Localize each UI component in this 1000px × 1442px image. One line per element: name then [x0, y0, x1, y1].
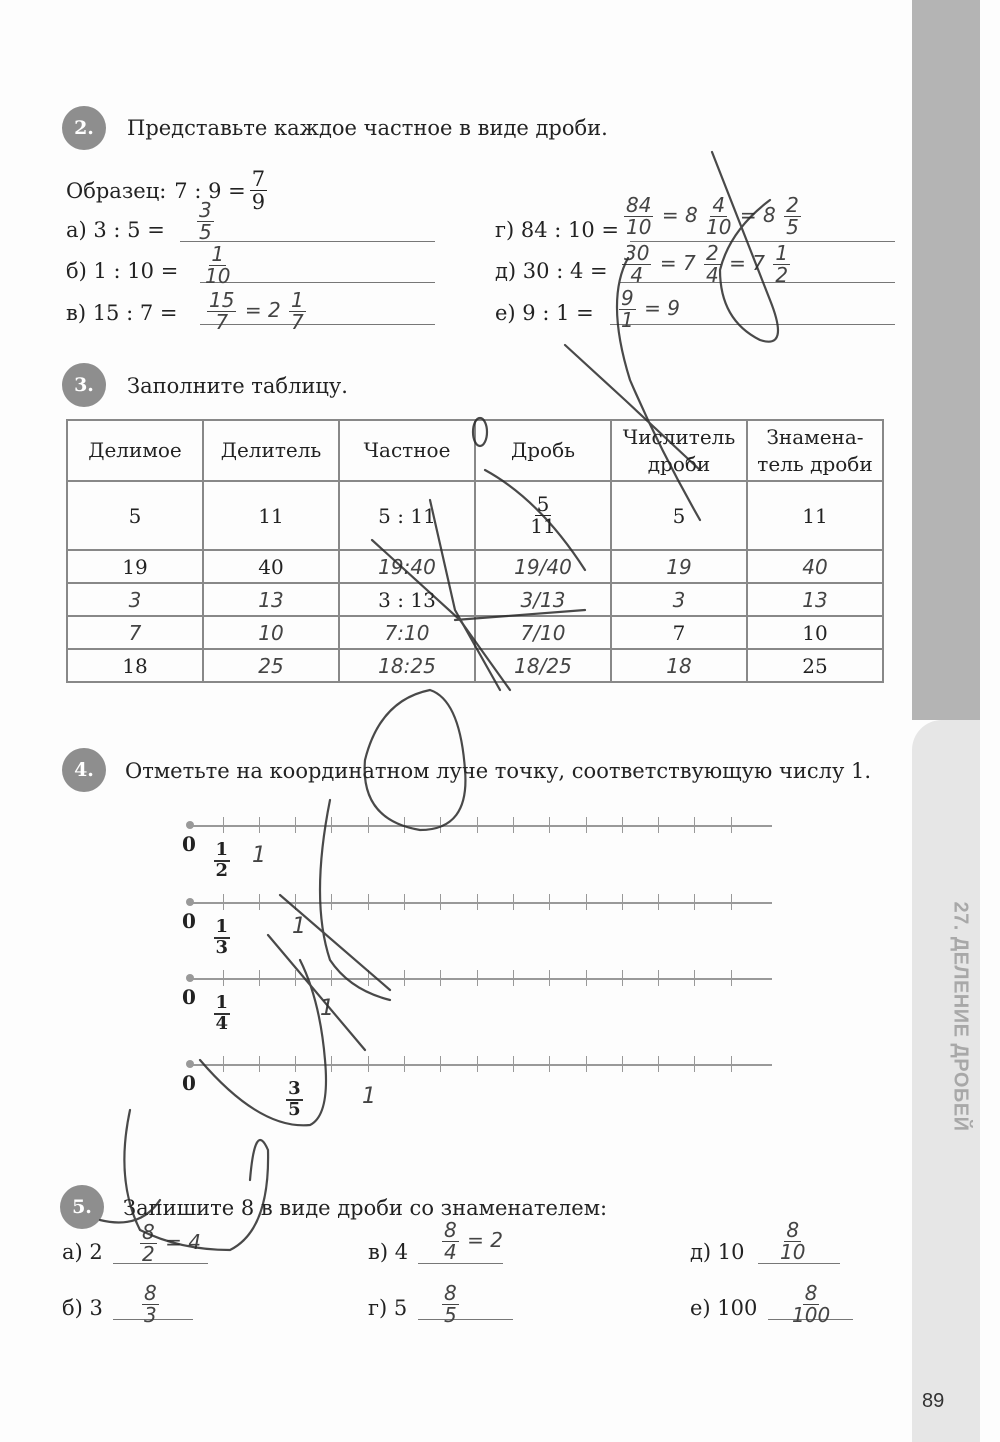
fraction-table: [66, 419, 884, 683]
header-denominator: Знамена-тель дроби: [747, 420, 883, 481]
task2-item-b-label: б) 1 : 10 =: [66, 259, 179, 283]
cell-quotient: 5 : 11: [339, 481, 475, 550]
table-row: [67, 649, 883, 682]
zero-label: 0: [182, 1071, 196, 1095]
task3-title: Заполните таблицу.: [127, 374, 348, 398]
fraction: [530, 494, 555, 537]
header-quotient: Частное: [339, 420, 475, 481]
cell-dividend: 5: [67, 481, 203, 550]
handwritten-fraction: $\frac{3}{5}$: [199, 198, 212, 244]
tick-mark: [622, 894, 623, 910]
sample-label: Образец:: [66, 178, 167, 203]
tick-mark: [513, 894, 514, 910]
task5-item-v-answer[interactable]: $\frac{8}{4}$ = 2: [444, 1218, 503, 1264]
task2-item-b-answer[interactable]: [203, 244, 232, 287]
handwritten-fraction: $\frac{4}{10}$: [706, 193, 732, 239]
task5-title: Запишите 8 в виде дроби со знаменателем:: [123, 1196, 608, 1220]
tick-mark: [331, 1056, 332, 1072]
cell-divisor[interactable]: 25: [203, 649, 339, 682]
task2-item-v-label: в) 15 : 7 =: [66, 301, 178, 325]
handwritten-fraction: $\frac{1}{10}$: [205, 242, 231, 288]
cell-denominator: 11: [747, 481, 883, 550]
tick-mark: [295, 894, 296, 910]
tick-mark: [622, 1056, 623, 1072]
task2-item-d-label: д) 30 : 4 =: [495, 259, 608, 283]
cell-numerator: 5: [611, 481, 747, 550]
denominator: 11: [530, 514, 556, 538]
tick-mark: [622, 817, 623, 833]
handwritten-fraction: $\frac{1}{7}$: [291, 288, 304, 334]
tick-mark: [694, 1056, 695, 1072]
sample-expr: 7 : 9 =: [174, 178, 246, 203]
side-band: [912, 0, 980, 720]
tick-mark: [731, 1056, 732, 1072]
task5-item-a-answer[interactable]: $\frac{8}{2}$ = 4: [142, 1220, 201, 1266]
tick-mark: [440, 817, 441, 833]
number-line[interactable]: [190, 978, 772, 980]
cell-numerator[interactable]: 3: [611, 583, 747, 616]
tick-mark: [694, 894, 695, 910]
origin-point: [186, 821, 194, 829]
tick-mark: [586, 817, 587, 833]
cell-denominator: 25: [747, 649, 883, 682]
task2-item-a-label: а) 3 : 5 =: [66, 218, 165, 242]
handwritten-fraction: $\frac{9}{1}$: [621, 286, 634, 332]
tick-mark: [658, 1056, 659, 1072]
task5-item-g-answer[interactable]: [440, 1283, 461, 1326]
zero-label: 0: [182, 832, 196, 856]
task-number-badge: 3.: [62, 363, 106, 407]
tick-mark: [223, 1056, 224, 1072]
header-numerator: Числитель дроби: [611, 420, 747, 481]
tick-mark: [622, 970, 623, 986]
numerator: 1: [215, 916, 229, 937]
tick-mark: [259, 1056, 260, 1072]
handwritten-fraction: $\frac{2}{4}$: [706, 241, 719, 287]
numerator: 5: [536, 492, 550, 516]
tick-mark: [440, 970, 441, 986]
tick-mark: [440, 894, 441, 910]
header-fraction: Дробь: [475, 420, 611, 481]
cell-fraction[interactable]: 19/40: [475, 550, 611, 583]
handwritten-fraction: $\frac{15}{7}$: [209, 288, 235, 334]
handwritten-fraction: $\frac{84}{10}$: [626, 193, 652, 239]
task2-item-v-answer[interactable]: $\frac{15}{7}$ = 2 $\frac{1}{7}$: [209, 288, 304, 334]
number-line[interactable]: [190, 1064, 772, 1066]
task5-item-e-answer: [790, 1283, 832, 1326]
task5-item-d-label: д) 10: [690, 1240, 745, 1264]
chapter-title: 27. ДЕЛЕНИЕ ДРОБЕЙ: [949, 901, 972, 1132]
denominator: 5: [288, 1098, 301, 1120]
cell-divisor[interactable]: 13: [203, 583, 339, 616]
fraction-label: [286, 1080, 303, 1120]
tick-mark: [477, 894, 478, 910]
cell-dividend: 19: [67, 550, 203, 583]
zero-label: 0: [182, 985, 196, 1009]
task5-item-a-label: а) 2: [62, 1240, 103, 1264]
tick-mark: [658, 817, 659, 833]
table-row: [67, 616, 883, 649]
zero-label: 0: [182, 909, 196, 933]
origin-point: [186, 1060, 194, 1068]
tick-mark: [259, 894, 260, 910]
numerator: 3: [288, 1078, 301, 1099]
tick-mark: [295, 1056, 296, 1072]
task5-item-d-answer[interactable]: [778, 1220, 807, 1263]
tick-mark: [368, 970, 369, 986]
handwritten-fraction: $\frac{8}{100}$: [792, 1281, 831, 1327]
tick-mark: [549, 1056, 550, 1072]
tick-mark: [331, 894, 332, 910]
handwritten-unit-mark[interactable]: 1: [292, 914, 306, 939]
tick-mark: [259, 817, 260, 833]
number-line[interactable]: [190, 825, 772, 827]
tick-mark: [223, 817, 224, 833]
tick-mark: [513, 1056, 514, 1072]
table-header-row: [67, 420, 883, 481]
tick-mark: [404, 817, 405, 833]
table-row: [67, 481, 883, 550]
tick-mark: [368, 894, 369, 910]
task4-title: Отметьте на координатном луче точку, соответствующую числу 1.: [125, 759, 872, 783]
handwritten-fraction: $\frac{8}{10}$: [780, 1218, 806, 1264]
tick-mark: [477, 1056, 478, 1072]
handwritten-unit-mark[interactable]: 1: [362, 1084, 376, 1109]
denominator: 3: [215, 936, 229, 958]
tick-mark: [694, 970, 695, 986]
handwritten-unit-mark[interactable]: 1: [320, 996, 334, 1021]
cell-fraction[interactable]: 7/10: [475, 616, 611, 649]
answer-line: [630, 241, 895, 242]
cell-quotient[interactable]: 7:10: [339, 616, 475, 649]
tick-mark: [477, 817, 478, 833]
handwritten-fraction: $\frac{1}{2}$: [775, 241, 789, 287]
task2-title: Представьте каждое частное в виде дроби.: [127, 116, 608, 140]
tick-mark: [404, 894, 405, 910]
tick-mark: [586, 894, 587, 910]
cell-denominator[interactable]: 13: [747, 583, 883, 616]
handwritten-fraction: $\frac{8}{2}$: [142, 1220, 155, 1266]
task2-item-a-answer[interactable]: [195, 200, 216, 243]
cell-numerator: 7: [611, 616, 747, 649]
numerator: 1: [215, 992, 229, 1013]
cell-dividend[interactable]: 7: [67, 616, 203, 649]
cell-dividend[interactable]: 3: [67, 583, 203, 616]
tick-mark: [513, 817, 514, 833]
answer-line: [418, 1263, 503, 1264]
tick-mark: [586, 970, 587, 986]
tick-mark: [731, 970, 732, 986]
tick-mark: [295, 817, 296, 833]
number-line[interactable]: [190, 902, 772, 904]
tick-mark: [331, 970, 332, 986]
task5-item-g-label: г) 5: [368, 1296, 408, 1320]
fraction-label: [214, 994, 231, 1034]
handwritten-fraction: $\frac{8}{4}$: [444, 1218, 457, 1264]
tick-mark: [731, 894, 732, 910]
task5-item-v-label: в) 4: [368, 1240, 409, 1264]
cell-quotient: 3 : 13: [339, 583, 475, 616]
task2-item-g-label: г) 84 : 10 =: [495, 218, 620, 242]
numerator: 1: [215, 839, 229, 860]
origin-point: [186, 974, 194, 982]
tick-mark: [368, 817, 369, 833]
tick-mark: [513, 970, 514, 986]
page-number: 89: [922, 1390, 945, 1412]
cell-denominator[interactable]: 40: [747, 550, 883, 583]
tick-mark: [549, 970, 550, 986]
cell-divisor: 40: [203, 550, 339, 583]
cell-dividend: 18: [67, 649, 203, 682]
tick-mark: [658, 894, 659, 910]
task2-item-e-label: е) 9 : 1 =: [495, 301, 594, 325]
task-number-badge: 5.: [60, 1185, 104, 1229]
sample: [66, 168, 269, 213]
tick-mark: [440, 1056, 441, 1072]
tick-mark: [404, 1056, 405, 1072]
numerator: 7: [251, 167, 266, 191]
cell-fraction: [475, 481, 611, 550]
tick-mark: [223, 894, 224, 910]
task2-item-e-answer[interactable]: $\frac{9}{1}$ = 9: [621, 286, 680, 332]
task-number-badge: 4.: [62, 748, 106, 792]
answer-line: [200, 282, 435, 283]
tick-mark: [731, 817, 732, 833]
task5-item-e-label: е) 100: [690, 1296, 758, 1320]
denominator: 4: [215, 1012, 229, 1034]
tick-mark: [223, 970, 224, 986]
task2-item-g-answer[interactable]: $\frac{84}{10}$ = 8 $\frac{4}{10}$ = 8 $\frac{2}{5}$: [626, 193, 799, 239]
tick-mark: [658, 970, 659, 986]
answer-line: [418, 1319, 513, 1320]
tick-mark: [549, 817, 550, 833]
tick-mark: [586, 1056, 587, 1072]
fraction-label: [214, 918, 231, 958]
header-divisor: Делитель: [203, 420, 339, 481]
handwritten-fraction: $\frac{2}{5}$: [786, 193, 799, 239]
cell-quotient[interactable]: 19:40: [339, 550, 475, 583]
denominator: 9: [251, 190, 266, 215]
tick-mark: [404, 970, 405, 986]
header-dividend: Делимое: [67, 420, 203, 481]
task-number-badge: 2.: [62, 106, 106, 150]
handwritten-fraction: $\frac{8}{5}$: [444, 1281, 457, 1327]
cell-divisor: 11: [203, 481, 339, 550]
cell-denominator: 10: [747, 616, 883, 649]
fraction-label: [214, 841, 231, 881]
table-row: [67, 583, 883, 616]
cell-divisor[interactable]: 10: [203, 616, 339, 649]
handwritten-fraction: $\frac{30}{4}$: [624, 241, 650, 287]
handwritten-fraction: $\frac{8}{3}$: [144, 1281, 157, 1327]
cell-fraction[interactable]: 18/25: [475, 649, 611, 682]
cell-fraction[interactable]: 3/13: [475, 583, 611, 616]
origin-point: [186, 898, 194, 906]
denominator: 2: [215, 859, 229, 881]
tick-mark: [259, 970, 260, 986]
tick-mark: [368, 1056, 369, 1072]
tick-mark: [477, 970, 478, 986]
tick-mark: [295, 970, 296, 986]
task5-item-b-answer[interactable]: [140, 1283, 161, 1326]
cell-numerator[interactable]: 18: [611, 649, 747, 682]
tick-mark: [694, 817, 695, 833]
task2-item-d-answer[interactable]: $\frac{30}{4}$ = 7 $\frac{2}{4}$ = 7 $\frac{1}{2}$: [624, 241, 789, 287]
sample-fraction: [250, 168, 267, 213]
table-row: [67, 550, 883, 583]
cell-numerator[interactable]: 19: [611, 550, 747, 583]
task5-item-b-label: б) 3: [62, 1296, 103, 1320]
handwritten-unit-mark[interactable]: 1: [252, 843, 266, 868]
cell-quotient[interactable]: 18:25: [339, 649, 475, 682]
tick-mark: [549, 894, 550, 910]
tick-mark: [331, 817, 332, 833]
